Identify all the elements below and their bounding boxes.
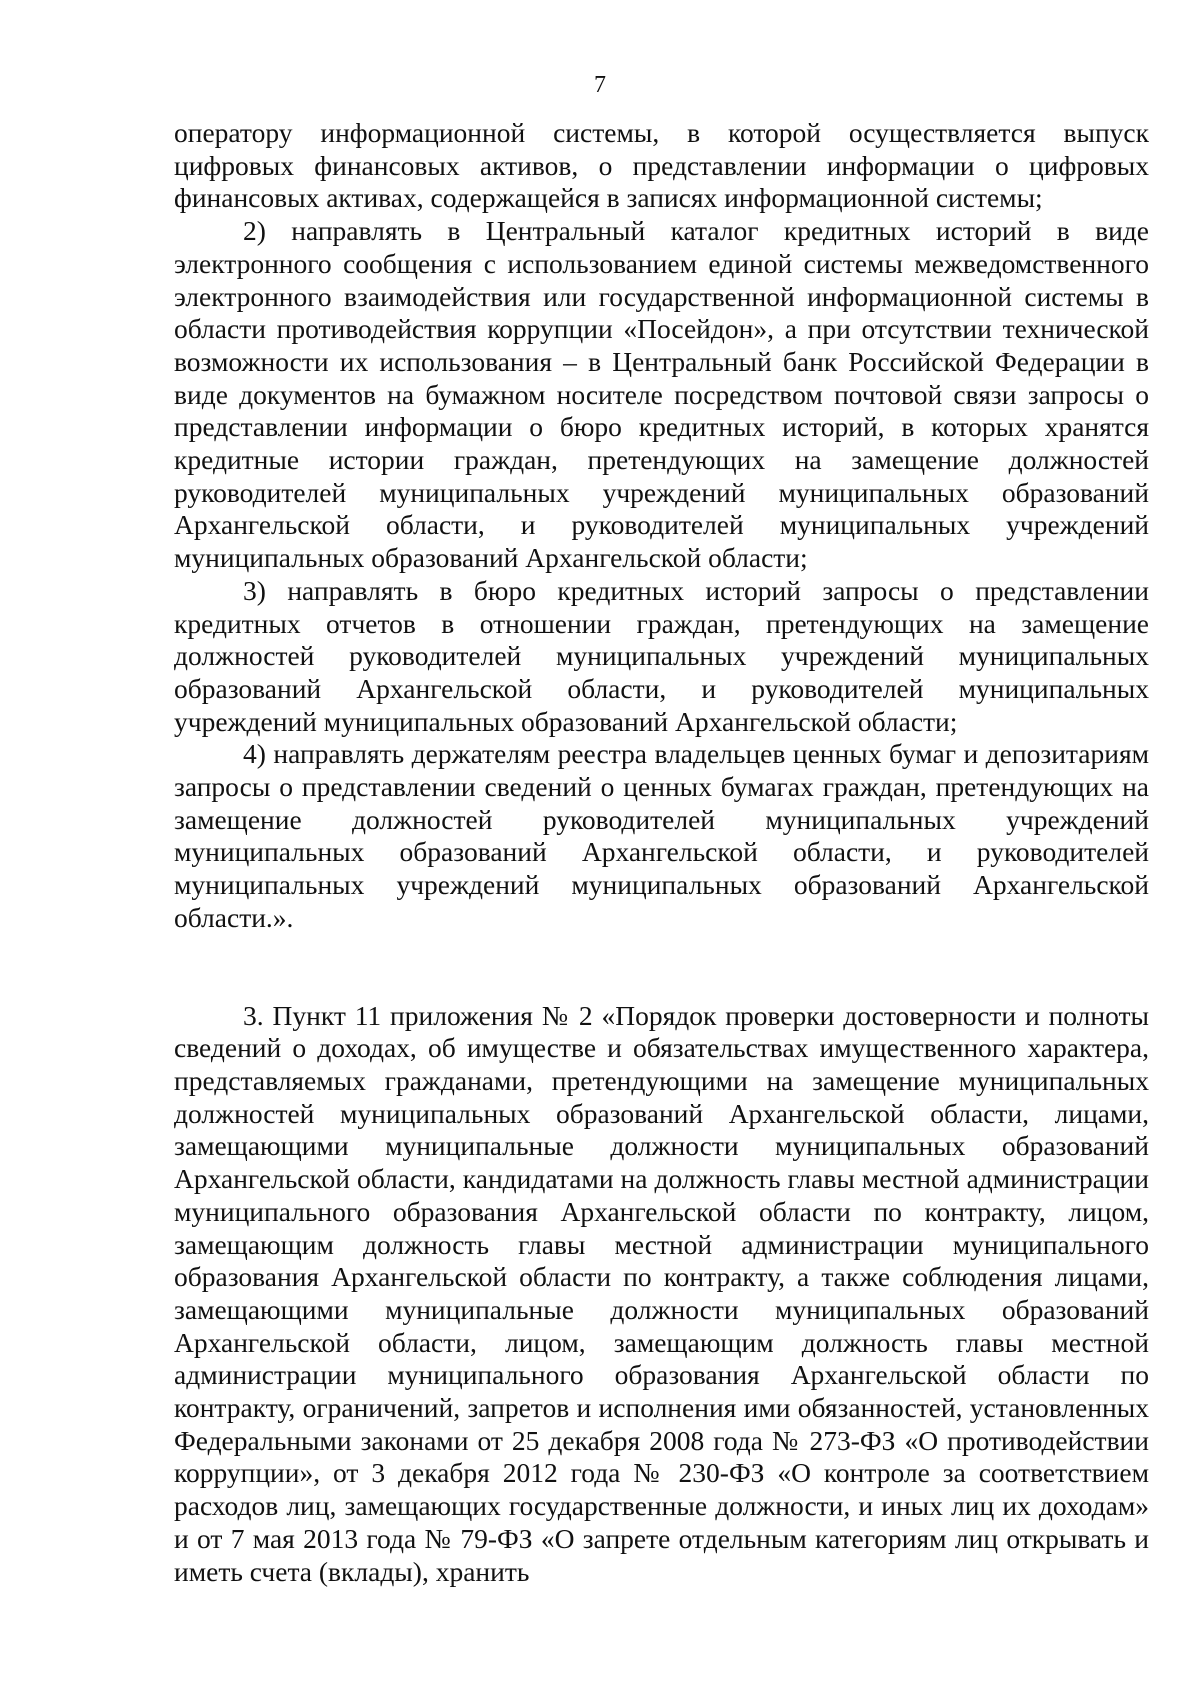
paragraph-clause-3: 3. Пункт 11 приложения № 2 «Порядок проверки достоверности и полноты сведений о доходах, об имуществе и обязательствах имущественного характера, представляемых гражданами, претендующими на замещение муниципальных должностей муниципальных образований Архангельской области, лицами, замещающими муниципальные должности муниципальных образований Архангельской области, кандидатами на должность главы местной администрации муниципального образования Архангельской области по контракту, лицом, замещающим должность главы местной администрации муниципального образования Архангельской области по контракту, а также соблюдения лицами, замещающими муниципальные должности муниципальных образований Архангельской области, лицом, замещающим должность главы местной администрации муниципального образования Архангельской области по контракту, ограничений, запретов и исполнения ими обязанностей, установленных Федеральными законами от 25 декабря 2008 года № 273-ФЗ «О противодействии коррупции», от 3 декабря 2012 года № 230-ФЗ «О контроле за соответствием расходов лиц, замещающих государственные должности, и иных лиц их доходам» и от 7 мая 2013 года № 79-ФЗ «О запрете отдельным категориям лиц открывать и иметь счета (вклады), хранить [174, 999, 1149, 1587]
paragraph-item-3: 3) направлять в бюро кредитных историй запросы о представлении кредитных отчетов в отношении граждан, претендующих на замещение должностей руководителей муниципальных учреждений муниципальных образований Архангельской области, и руководителей муниципальных учреждений муниципальных образований Архангельской области; [174, 574, 1149, 737]
paragraph-continuation: оператору информационной системы, в которой осуществляется выпуск цифровых финансовых активов, о представлении информации о цифровых финансовых активах, содержащейся в записях информационной системы; [174, 117, 1149, 214]
paragraph-item-2: 2) направлять в Центральный каталог кредитных историй в виде электронного сообщения с использованием единой системы межведомственного электронного взаимодействия или государственной информационной системы в области противодействия коррупции «Посейдон», а при отсутствии технической возможности их использования – в Центральный банк Российской Федерации в виде документов на бумажном носителе посредством почтовой связи запросы о представлении информации о бюро кредитных историй, в которых хранятся кредитные истории граждан, претендующих на замещение должностей руководителей муниципальных учреждений муниципальных образований Архангельской области, и руководителей муниципальных учреждений муниципальных образований Архангельской области; [174, 215, 1149, 574]
document-body [174, 117, 1149, 1588]
paragraph-item-4: 4) направлять держателям реестра владельцев ценных бумаг и депозитариям запросы о представлении сведений о ценных бумагах граждан, претендующих на замещение должностей руководителей муниципальных учреждений муниципальных образований Архангельской области, и руководителей муниципальных учреждений муниципальных образований Архангельской области.». [174, 738, 1149, 933]
page-number: 7 [594, 72, 606, 98]
